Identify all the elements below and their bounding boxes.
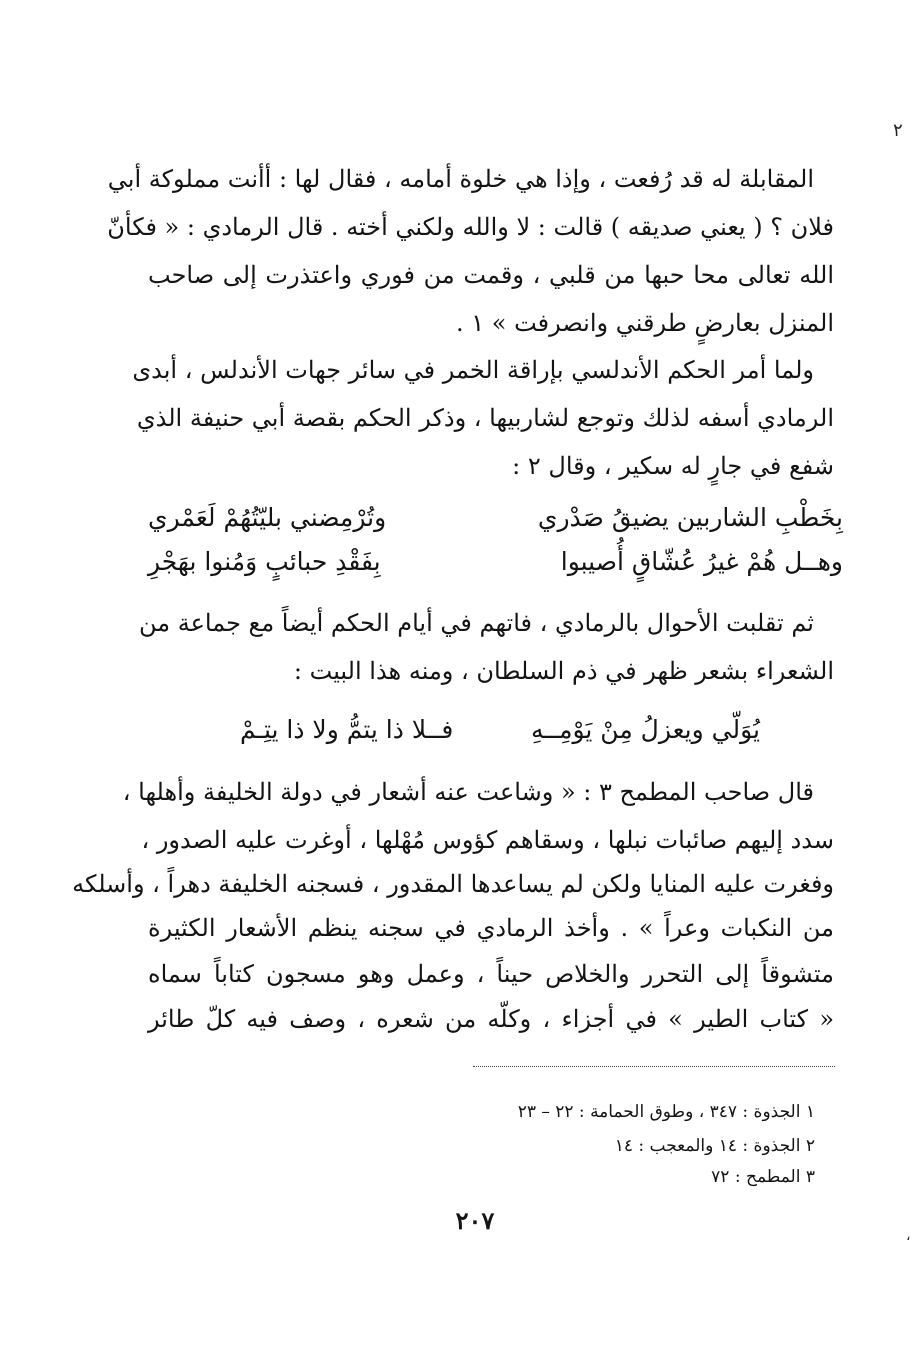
paragraph-line: المنزل بعارضٍ طرقني وانصرفت » ١ .: [455, 309, 834, 337]
footnote-separator: [473, 1066, 835, 1067]
paragraph-line: الرمادي أسفه لذلك وتوجع لشاربيها ، وذكر الحكم بقصة أبي حنيفة الذي: [136, 404, 834, 432]
corner-mark-top: ٢: [893, 120, 903, 141]
paragraph-line: سدد إليهم صائبات نبلها ، وسقاهم كؤوس مُهْلها ، أوغرت عليه الصدور ،: [141, 826, 834, 854]
paragraph-line: فلان ؟ ( يعني صديقه ) قالت : لا والله ولكني أخته . قال الرمادي : « فكأنّ: [107, 213, 834, 241]
corner-mark-bottom: ،: [906, 1228, 911, 1244]
paragraph-line: ثم تقلبت الأحوال بالرمادي ، فاتهم في أيام الحكم أيضاً مع جماعة من: [138, 609, 814, 637]
footnote: ١ الجذوة : ٣٤٧ ، وطوق الحمامة : ٢٢ – ٢٣: [517, 1102, 815, 1122]
paragraph-line: « كتاب الطير » في أجزاء ، وكلّه من شعره ، وصف فيه كلّ طائر: [148, 1005, 834, 1033]
paragraph-line: من النكبات وعراً » . وأخذ الرمادي في سجنه ينظم الأشعار الكثيرة: [148, 914, 834, 942]
verse-line: [240, 708, 760, 752]
footnote: ٣ المطمح : ٧٢: [711, 1167, 815, 1187]
verse-hemistich-right: بِخَطْبِ الشاربين يضيقُ صَدْري: [537, 503, 843, 532]
footnote: ٢ الجذوة : ١٤ والمعجب : ١٤: [614, 1136, 815, 1156]
paragraph-line: وفغرت عليه المنايا ولكن لم يساعدها المقدور ، فسجنه الخليفة دهراً ، وأسلكه: [72, 870, 834, 898]
paragraph-line: ولما أمر الحكم الأندلسي بإراقة الخمر في سائر جهات الأندلس ، أبدى: [132, 356, 814, 384]
page-number: ٢٠٧: [455, 1206, 495, 1235]
verse-line: [148, 496, 843, 540]
paragraph-line: شفع في جارٍ له سكير ، وقال ٢ :: [512, 452, 834, 480]
verse-hemistich-left: فــلا ذا يتمُّ ولا ذا يتِـمْ: [240, 715, 454, 744]
verse-line: [148, 540, 843, 584]
paragraph-line: الله تعالى محا حبها من قلبي ، وقمت من فوري واعتذرت إلى صاحب: [148, 261, 834, 289]
paragraph-line: قال صاحب المطمح ٣ : « وشاعت عنه أشعار في دولة الخليفة وأهلها ،: [122, 778, 814, 806]
paragraph-line: المقابلة له قد رُفعت ، وإذا هي خلوة أمامه ، فقال لها : أأنت مملوكة أبي: [107, 165, 814, 193]
paragraph-line: الشعراء بشعر ظهر في ذم السلطان ، ومنه هذا البيت :: [293, 657, 834, 685]
verse-hemistich-left: وتُرْمِضني بليّتُهُمْ لَعَمْري: [148, 503, 387, 532]
verse-hemistich-left: بِفَقْدِ حبائبٍ وَمُنوا بهَجْرِ: [148, 547, 381, 576]
verse-hemistich-right: وهــل هُمْ غيرُ عُشّاقٍ أُصيبوا: [560, 547, 843, 576]
paragraph-line: متشوقاً إلى التحرر والخلاص حيناً ، وعمل وهو مسجون كتاباً سماه: [148, 960, 834, 988]
verse-hemistich-right: يُوَلّي ويعزلُ مِنْ يَوْمِــهِ: [531, 715, 760, 744]
